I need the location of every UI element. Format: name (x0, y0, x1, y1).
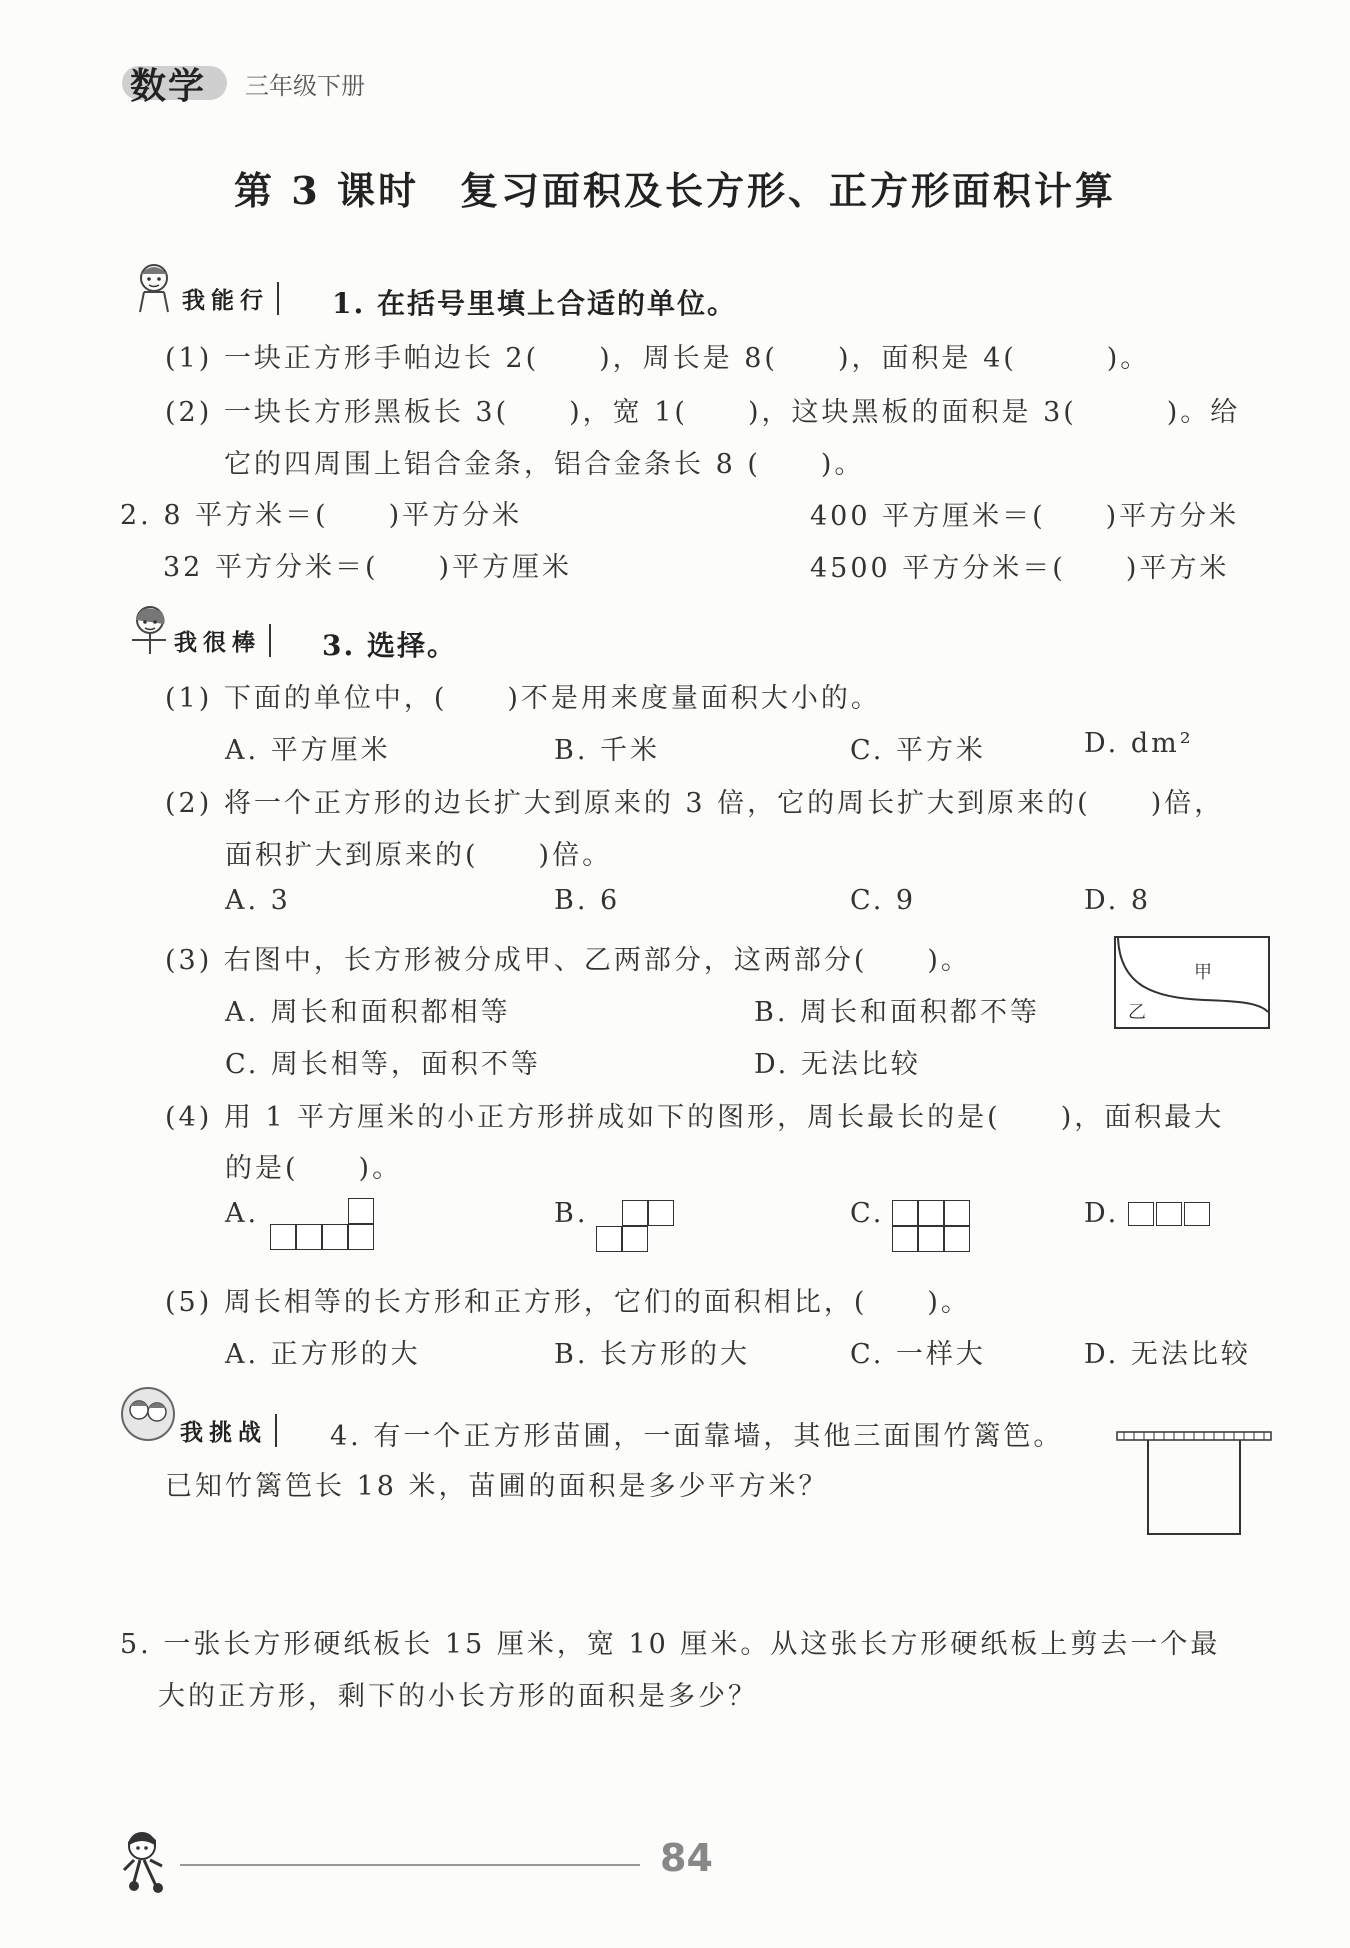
shape-a (270, 1198, 382, 1254)
unit-square (622, 1200, 648, 1226)
q3-p3-option-b: B. 周长和面积都不等 (754, 997, 1041, 1028)
q3-p5-option-d: D. 无法比较 (1084, 1339, 1251, 1370)
pair-mascot-icon (118, 1384, 178, 1444)
unit-square (622, 1226, 648, 1252)
section-badge-challenge: 我挑战 (180, 1414, 277, 1447)
footer-line (180, 1864, 640, 1866)
q2-item-c: 32 平方分米＝( )平方厘米 (163, 552, 573, 583)
unit-square (892, 1200, 918, 1226)
q2-item-b: 400 平方厘米＝( )平方分米 (810, 501, 1240, 532)
q5-line-1: 5. 一张长方形硬纸板长 15 厘米，宽 10 厘米。从这张长方形硬纸板上剪去一个最 (120, 1629, 1221, 1660)
page-number: 84 (660, 1836, 713, 1880)
shape-b-label: B. (554, 1198, 589, 1229)
q4-line-1: 4. 有一个正方形苗圃，一面靠墙，其他三面围竹篱笆。 (330, 1421, 1064, 1452)
q3-p2-option-d: D. 8 (1084, 885, 1152, 916)
q2-item-a: 2. 8 平方米＝( )平方分米 (120, 500, 523, 531)
shape-a-label: A. (225, 1198, 260, 1229)
q4-line-2: 已知竹篱笆长 18 米，苗圃的面积是多少平方米？ (165, 1471, 829, 1502)
unit-square (348, 1198, 374, 1224)
q3-p3-text: (3) 右图中，长方形被分成甲、乙两部分，这两部分( )。 (165, 945, 971, 976)
page-title: 第 3 课时 复习面积及长方形、正方形面积计算 (234, 168, 1116, 213)
shape-b (596, 1200, 680, 1256)
unit-square (944, 1226, 970, 1252)
unit-square (270, 1224, 296, 1250)
unit-square (296, 1224, 322, 1250)
shape-d-label: D. (1084, 1198, 1120, 1229)
section-badge-can: 我能行 (182, 282, 279, 315)
q3-p2-option-c: C. 9 (850, 885, 917, 916)
garden-wall-figure (1116, 1430, 1272, 1536)
q1-line-1: (1) 一块正方形手帕边长 2( )，周长是 8( )，面积是 4( )。 (165, 343, 1151, 374)
q3-p4-line-2: 的是( )。 (225, 1153, 403, 1184)
runner-mascot-icon (112, 1826, 178, 1894)
q3-p1-option-c: C. 平方米 (850, 735, 986, 766)
q3-stem: 3. 选择。 (322, 629, 457, 662)
unit-square (1128, 1202, 1154, 1226)
kid-mascot-icon (128, 258, 180, 316)
unit-square (918, 1200, 944, 1226)
split-rectangle-figure (1114, 936, 1270, 1029)
shape-c (892, 1200, 976, 1256)
q3-p1-option-b: B. 千米 (554, 735, 661, 766)
q3-p3-option-d: D. 无法比较 (754, 1049, 921, 1080)
q1-line-2: (2) 一块长方形黑板长 3( )，宽 1( )，这块黑板的面积是 3( )。给 (165, 397, 1241, 428)
figure-label-jia: 甲 (1194, 962, 1212, 983)
q3-p5-option-c: C. 一样大 (850, 1339, 986, 1370)
q3-p4-line-1: (4) 用 1 平方厘米的小正方形拼成如下的图形，周长最长的是( )，面积最大 (165, 1102, 1225, 1133)
unit-square (348, 1224, 374, 1250)
section-badge-great: 我很棒 (174, 624, 271, 657)
unit-square (892, 1226, 918, 1252)
q3-p1-option-d: D. dm² (1084, 728, 1194, 759)
unit-square (1156, 1202, 1182, 1226)
header-subject: 数学 (130, 66, 207, 107)
girl-mascot-icon (122, 600, 174, 658)
q3-p3-option-a: A. 周长和面积都相等 (225, 997, 511, 1028)
q3-p5-option-b: B. 长方形的大 (554, 1339, 751, 1370)
q3-p3-option-c: C. 周长相等，面积不等 (225, 1049, 541, 1080)
unit-square (1184, 1202, 1210, 1226)
q2-item-d: 4500 平方分米＝( )平方米 (810, 553, 1230, 584)
garden-wall-svg (1116, 1430, 1272, 1536)
q3-p5-option-a: A. 正方形的大 (225, 1339, 421, 1370)
shape-c-label: C. (850, 1198, 885, 1229)
unit-square (944, 1200, 970, 1226)
unit-square (648, 1200, 674, 1226)
header-grade: 三年级下册 (245, 72, 365, 100)
q3-p5-text: (5) 周长相等的长方形和正方形，它们的面积相比，( )。 (165, 1287, 971, 1318)
q5-line-2: 大的正方形，剩下的小长方形的面积是多少？ (158, 1681, 758, 1712)
q1-stem: 1. 在括号里填上合适的单位。 (332, 287, 737, 320)
q3-p1-option-a: A. 平方厘米 (225, 735, 391, 766)
q3-p2-option-a: A. 3 (225, 885, 291, 916)
shape-d (1128, 1202, 1212, 1228)
q3-p2-line-1: (2) 将一个正方形的边长扩大到原来的 3 倍，它的周长扩大到原来的( )倍， (165, 788, 1225, 819)
q3-p2-option-b: B. 6 (554, 885, 621, 916)
q1-line-3: 它的四周围上铝合金条，铝合金条长 8 ( )。 (224, 449, 865, 480)
unit-square (322, 1224, 348, 1250)
q3-p1-text: (1) 下面的单位中，( )不是用来度量面积大小的。 (165, 683, 881, 714)
unit-square (918, 1226, 944, 1252)
figure-label-yi: 乙 (1128, 1002, 1146, 1023)
q3-p2-line-2: 面积扩大到原来的( )倍。 (225, 840, 613, 871)
unit-square (596, 1226, 622, 1252)
